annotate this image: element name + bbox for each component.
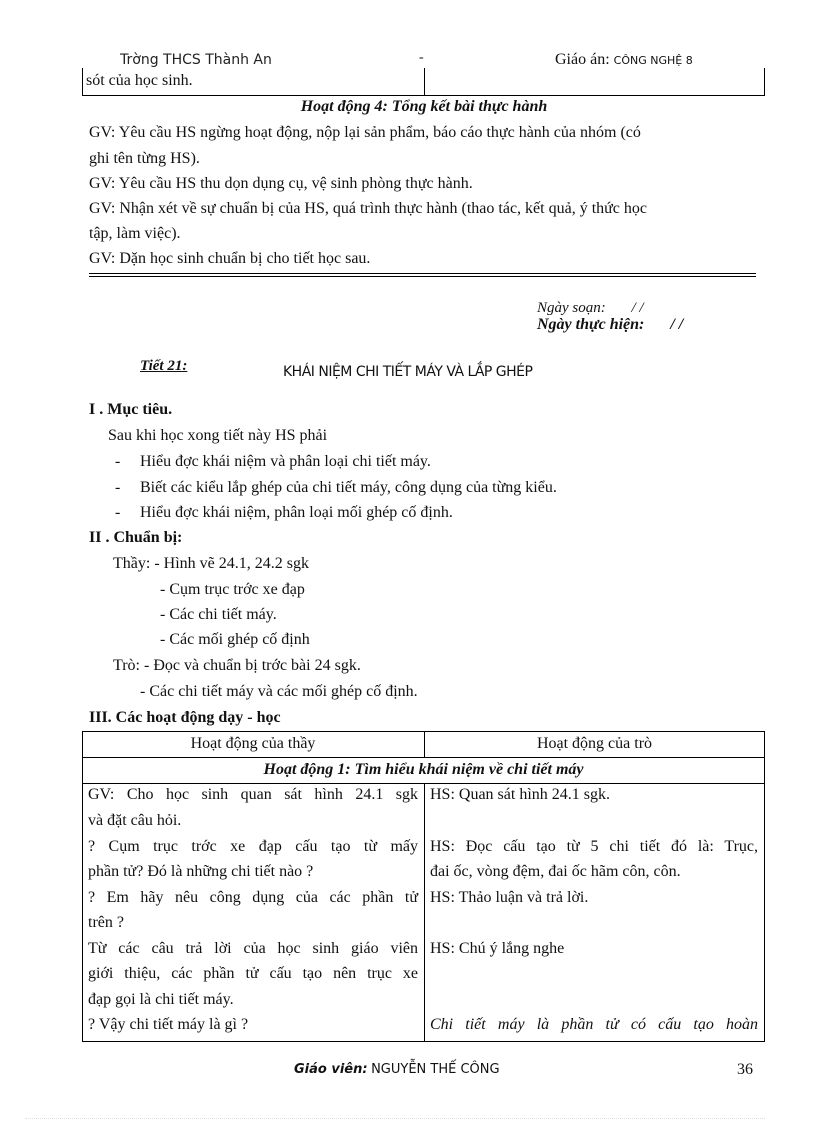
table-border-left — [82, 68, 83, 95]
lesson-title: KHÁI NIỆM CHI TIẾT MÁY VÀ LẮP GHÉP — [283, 364, 533, 380]
prep-date-value: / / — [631, 300, 644, 316]
teacher-cell: ? Cụm trục trớc xe đạp cấu tạo từ mấy — [88, 838, 418, 855]
student-cell: Chi tiết máy là phần tử có cấu tạo hoàn — [430, 1016, 758, 1033]
carry-over-text: sót của học sinh. — [86, 72, 193, 89]
student-prep-line: Trò: - Đọc và chuẩn bị trớc bài 24 sgk. — [113, 657, 361, 674]
lesson-plan-header — [555, 51, 693, 69]
activity4-line: GV: Yêu cầu HS ngừng hoạt động, nộp lại sản phẩm, báo cáo thực hành của nhóm (có — [89, 124, 641, 141]
lesson-number: Tiết 21: — [140, 358, 188, 374]
teacher-prep-line: - Các chi tiết máy. — [160, 606, 277, 623]
list-bullet: - — [115, 453, 121, 470]
activity4-line: ghi tên từng HS). — [89, 150, 200, 167]
list-bullet: - — [115, 504, 121, 521]
school-name: Trờng THCS Thành An — [120, 52, 272, 68]
activities-heading: III. Các hoạt động dạy - học — [89, 709, 281, 726]
exec-date-label: Ngày thực hiện: — [537, 316, 645, 333]
prep-date — [537, 300, 644, 317]
section-divider-bottom — [89, 276, 756, 277]
teacher-cell: và đặt câu hỏi. — [88, 812, 182, 829]
objective-item: Biết các kiểu lắp ghép của chi tiết máy, công dụng của từng kiểu. — [140, 479, 557, 496]
table-border-right — [764, 68, 765, 95]
activity4-line: GV: Nhận xét về sự chuẩn bị của HS, quá trình thực hành (thao tác, kết quả, ý thức học — [89, 200, 648, 217]
student-cell: đai ốc, vòng đệm, đai ốc hãm côn, côn. — [430, 863, 681, 880]
exec-date-value: / / — [670, 316, 684, 333]
activity4-line: GV: Dặn học sinh chuẩn bị cho tiết học sau. — [89, 250, 371, 267]
lesson-plan-label: Giáo án: — [555, 51, 610, 68]
activity4-line: GV: Yêu cầu HS thu dọn dụng cụ, vệ sinh phòng thực hành. — [89, 175, 473, 192]
teacher-cell: ? Em hãy nêu công dụng của các phần tử — [88, 889, 418, 906]
teacher-prep-line: Thầy: - Hình vẽ 24.1, 24.2 sgk — [113, 555, 309, 572]
footer-teacher-name: NGUYỄN THẾ CÔNG — [371, 1062, 500, 1077]
table-column-divider — [424, 783, 425, 1042]
subject-name: CÔNG NGHỆ 8 — [613, 54, 693, 67]
teacher-cell: trên ? — [88, 914, 124, 931]
activity4-line: tập, làm việc). — [89, 225, 181, 242]
student-cell: HS: Chú ý lắng nghe — [430, 940, 565, 957]
objective-item: Hiểu đợc khái niệm, phân loại mối ghép cố định. — [140, 504, 453, 521]
student-cell: HS: Quan sát hình 24.1 sgk. — [430, 786, 610, 803]
table-border-mid — [424, 68, 425, 95]
footer-teacher-label: Giáo viên: — [294, 1062, 368, 1077]
page-number: 36 — [737, 1061, 753, 1078]
footer-teacher — [294, 1062, 500, 1078]
teacher-cell: phần tử? Đó là những chi tiết nào ? — [88, 863, 314, 880]
teacher-prep-line: - Cụm trục trớc xe đạp — [160, 581, 305, 598]
teacher-cell: đạp gọi là chi tiết máy. — [88, 991, 234, 1008]
column-header-student: Hoạt động của trò — [536, 735, 653, 752]
teacher-cell: ? Vậy chi tiết máy là gì ? — [88, 1016, 249, 1033]
student-cell: HS: Thảo luận và trả lời. — [430, 889, 589, 906]
teacher-cell: GV: Cho học sinh quan sát hình 24.1 sgk — [88, 786, 418, 803]
column-header-teacher: Hoạt động của thầy — [190, 735, 316, 752]
teacher-prep-line: - Các mối ghép cố định — [160, 631, 310, 648]
objectives-intro: Sau khi học xong tiết này HS phải — [108, 427, 328, 444]
prep-date-label: Ngày soạn: — [537, 300, 606, 316]
teacher-cell: Từ các câu trả lời của học sinh giáo viên — [88, 940, 418, 957]
preparation-heading: II . Chuẩn bị: — [89, 529, 183, 546]
activity4-title: Hoạt động 4: Tổng kết bài thực hành — [300, 98, 548, 115]
student-cell: HS: Đọc cấu tạo từ 5 chi tiết đó là: Trục, — [430, 838, 758, 855]
section-divider-top — [89, 273, 756, 274]
list-bullet: - — [115, 479, 121, 496]
activity1-title: Hoạt động 1: Tìm hiểu khái niệm về chi tiết máy — [263, 761, 584, 778]
teacher-cell: giới thiệu, các phần tử cấu tạo nên trục xe — [88, 965, 418, 982]
student-prep-line: - Các chi tiết máy và các mối ghép cố định. — [140, 683, 418, 700]
objective-item: Hiểu đợc khái niệm và phân loại chi tiết máy. — [140, 453, 431, 470]
objectives-heading: I . Mục tiêu. — [89, 401, 173, 418]
exec-date — [537, 316, 683, 334]
scan-edge — [25, 1118, 765, 1119]
header-separator: - — [419, 50, 424, 65]
